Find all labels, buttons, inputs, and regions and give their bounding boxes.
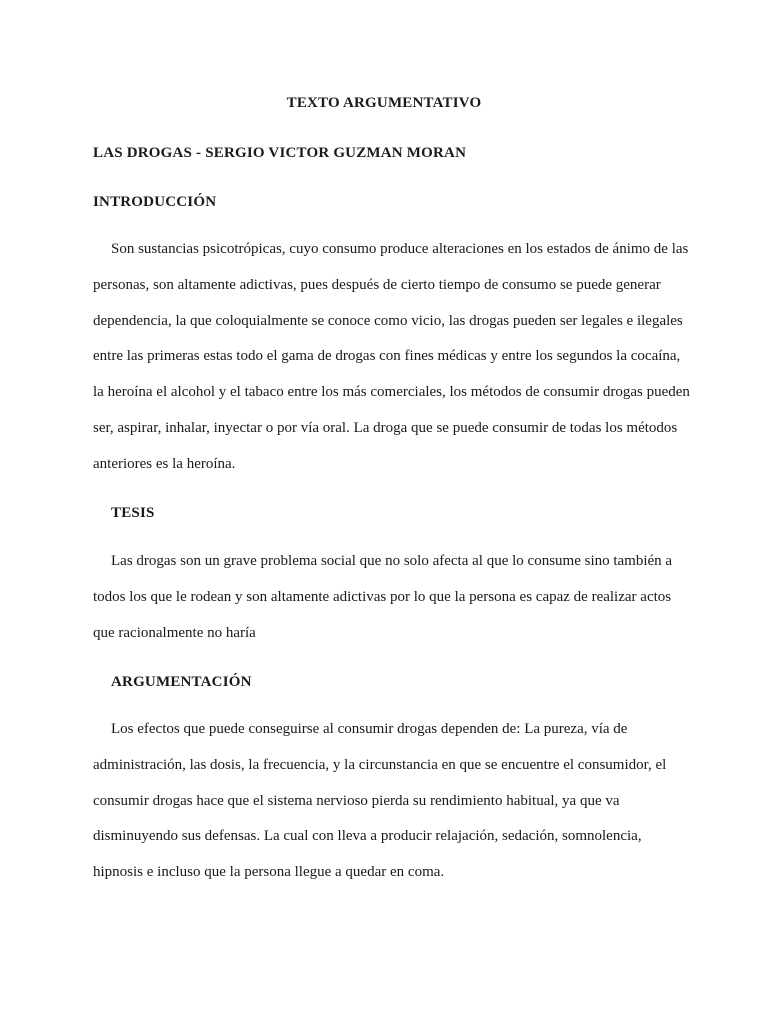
paragraph-tesis: Las drogas son un grave problema social que no solo afecta al que lo consume sino también a todos los que le rodean y son altamente adictivas por lo que la persona es capaz de realizar actos que racionalmente no haría <box>93 553 673 641</box>
document-title: TEXTO ARGUMENTATIVO <box>286 95 482 111</box>
document-subtitle: LAS DROGAS - SERGIO VICTOR GUZMAN MORAN <box>93 145 467 161</box>
heading-tesis: TESIS <box>111 505 155 521</box>
paragraph-argumentacion: Los efectos que puede conseguirse al consumir drogas dependen de: La pureza, vía de administración, las dosis, la frecuencia, y la circunstancia en que se encuentre el consumidor, el consumir drogas hace que el sistema nervioso pierda su rendimiento habitual, ya que va disminuyendo sus defensas. La cual con lleva a producir relajación, sedación, somnolencia, hipnosis e incluso que la persona llegue a quedar en coma. <box>93 721 667 881</box>
paragraph-introduccion: Son sustancias psicotrópicas, cuyo consumo produce alteraciones en los estados de ánimo de las personas, son altamente adictivas, pues después de cierto tiempo de consumo se puede generar dependencia, la que coloquialmente se conoce como vicio, las drogas pueden ser legales e ilegales entre las primeras estas todo el gama de drogas con fines médicas y entre los segundos la cocaína, la heroína el alcohol y el tabaco entre los más comerciales, los métodos de consumir drogas pueden ser, aspirar, inhalar, inyectar o por vía oral. La droga que se puede consumir de todas los métodos anteriores es la heroína. <box>93 241 690 472</box>
heading-argumentacion: ARGUMENTACIÓN <box>111 674 252 690</box>
heading-introduccion: INTRODUCCIÓN <box>93 194 217 210</box>
